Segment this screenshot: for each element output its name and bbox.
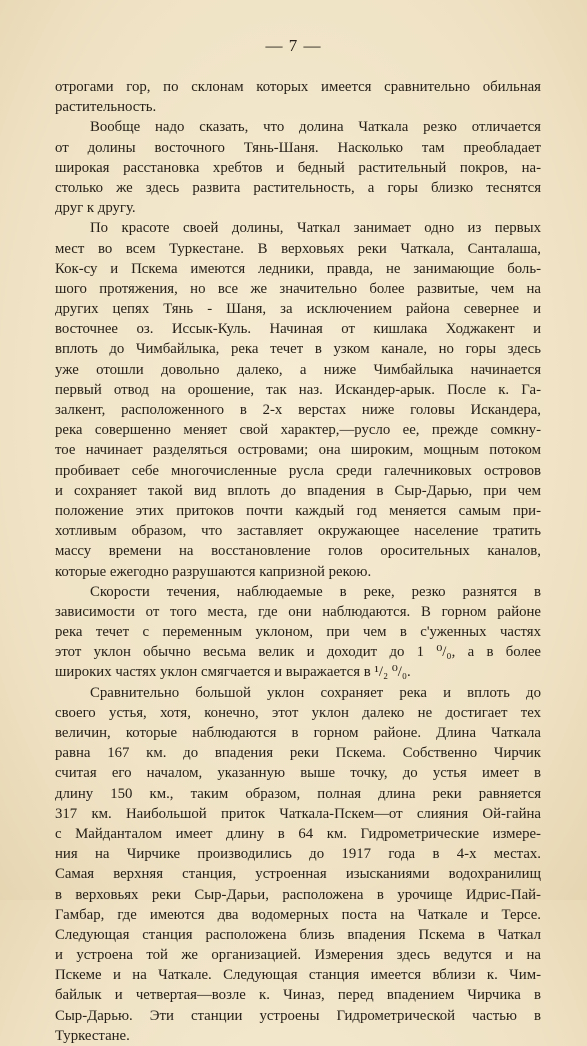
text-line: и устроена той же организацией. Измерения здесь ведутся и на [55,947,541,964]
text-line: река совершенно меняет свой характер,—русло ее, прежде сомкну- [55,422,541,439]
text-line: По красоте своей долины, Чаткал занимает одно из первых [90,220,541,237]
text-line: байлык и четвертая—возле к. Чиназ, перед впадением Чирчика в [55,987,541,1004]
text-line: длину 150 км., таким образом, полная длина реки равняется [55,785,541,802]
text-line: от долины восточного Тянь-Шаня. Насколько там преобладает [55,139,541,156]
text-line: Гамбар, где имеются два водомерных поста на Чаткале и Терсе. [55,906,541,923]
text-line: считая его началом, указанную выше точку, до устья имеет в [55,765,541,782]
text-line: и сохраняет такой вид вплоть до впадения в Сыр-Дарью, при чем [55,482,541,499]
text-line: растительность. [55,99,157,116]
text-line: река течет с переменным уклоном, при чем в с'уженных частях [55,624,541,641]
text-line: с Майданталом имеет длину в 64 км. Гидрометрические измере- [55,825,541,842]
text-line: 317 км. Наибольшой приток Чаткала-Пскем—от слияния Ой-гайна [55,805,541,822]
text-line: этот уклон обычно весьма велик и доходит до 1 ⁰/₀, а в более [55,644,541,661]
text-line: широкая расстановка хребтов и бедный растительный покров, на- [55,159,541,176]
page-number: — 7 — [265,36,322,55]
text-line: уже отошли довольно далеко, а ниже Чимбайлыка начинается [55,361,541,378]
text-line: тое начинает разделяться островами; она широким, мощным потоком [55,442,541,459]
text-line: зависимости от того места, где они наблюдаются. В горном районе [55,603,541,620]
text-line: Туркестане. [55,1027,130,1044]
text-line: Вообще надо сказать, что долина Чаткала резко отличается [90,119,541,136]
text-line: мест во всем Туркестане. В верховьях реки Чаткала, Санталаша, [55,240,541,257]
text-line: положение этих притоков почти каждый год меняется самым при- [55,502,541,519]
text-line: первый отвод на орошение, так наз. Искандер-арык. После к. Га- [55,381,541,398]
text-line: других цепях Тянь - Шаня, за исключением района севернее и [55,301,541,318]
text-line: пробивает себе многочисленные русла среди галечниковых островов [55,462,541,479]
text-line: Пскеме и на Чаткале. Следующая станция имеется вблизи к. Чим- [55,967,541,984]
text-line: вплоть до Чимбайлыка, река течет в узком канале, но горы здесь [55,341,541,358]
text-line: равна 167 км. до впадения реки Пскема. Собственно Чирчик [55,745,541,762]
text-line: в верховьях реки Сыр-Дарьи, расположена в урочище Идрис-Пай- [55,886,541,903]
text-line: массу времени на восстановление голов оросительных каналов, [55,543,541,560]
text-line: восточнее оз. Иссык-Куль. Начиная от кишлака Ходжакент и [55,321,541,338]
text-line: залкент, расположенного в 2-х верстах ниже головы Искандера, [55,402,541,418]
text-line: Следующая станция расположена близь впадения Пскема в Чаткал [55,926,541,943]
text-line: Сравнительно большой уклон сохраняет река и вплоть до [90,684,541,701]
text-line: шого протяжения, но все же значительно более развитые, чем на [55,280,541,297]
text-line: широких частях уклон смягчается и выражается в ¹/₂ ⁰/₀. [55,664,411,681]
text-line: величин, которые наблюдаются в горном районе. Длина Чаткала [55,725,541,741]
text-line: отрогами гор, по склонам которых имеется сравнительно обильная [55,79,541,95]
text-line: Скорости течения, наблюдаемые в реке, резко разнятся в [90,583,541,600]
text-line: столько же здесь развита растительность, а горы близко теснятся [55,179,541,196]
text-line: Кок-су и Пскема имеются ледники, правда, не занимающие боль- [55,260,541,277]
text-line: которые ежегодно разрушаются капризной рекою. [55,563,372,580]
text-line: Самая верхняя станция, устроенная изысканиями водохранилищ [55,866,541,883]
text-line: хотливым образом, что заставляет окружающее население тратить [55,523,541,540]
text-line: ния на Чирчике производились до 1917 года в 4-х местах. [55,846,541,863]
text-line: своего устья, хотя, конечно, этот уклон далеко не достигает тех [55,704,541,721]
text-line: друг к другу. [55,200,136,217]
text-line: Сыр-Дарью. Эти станции устроены Гидрометрической частью в [55,1007,541,1024]
page-body-text [55,77,541,1046]
